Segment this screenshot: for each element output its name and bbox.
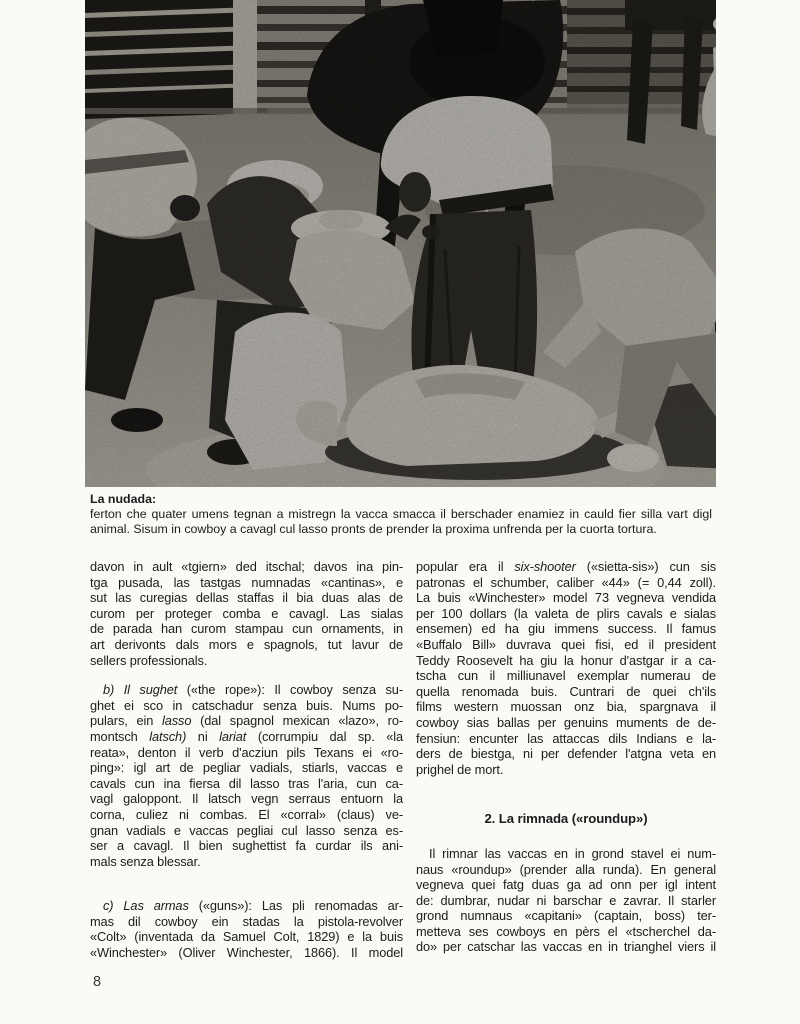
section-heading: 2. La rimnada («roundup») (484, 811, 648, 827)
text-line: ghet ei sco in catschadur senza buis. Nums po- (90, 697, 403, 713)
text-line: tga pusada, las tastgas numnadas «cantinas», e (90, 574, 403, 590)
text-line: «Colt» (inventada da Samuel Colt, 1829) e la buis (90, 929, 403, 945)
paragraph (416, 846, 716, 955)
text-line: fensiun: encunter las attaccas dils Indians e la- (416, 730, 716, 746)
branding-photo (85, 0, 716, 487)
text-line: Teddy Roosevelt ha giu la honur d'astgar ir a ca- (416, 652, 716, 668)
text-line: prighel de mort. (416, 761, 504, 777)
text-line: «Buffalo Bill» duvrava quei fisi, ed il president (416, 636, 716, 652)
body-text (90, 559, 716, 961)
text-line: ensemen) ed ha giu immens success. Il famus (416, 621, 716, 637)
text-line: metteva ses cowboys en pèrs el «tscherchel da- (416, 923, 716, 939)
text-line: patronas el schumber, caliber «44» (= 0,44 zoll). (416, 574, 716, 590)
text-line: ferton che quater umens tegnan a mistregn la vacca smacca il berschader enamiez in cauld fier silla vart digl (90, 507, 712, 521)
text-line: naus «roundup» (prender alla runda). En general (416, 861, 716, 877)
text-line: ders de biestga, ni per defender l'atgna veta en (416, 746, 716, 762)
text-line: cowboy sias ballas per genuins muments de de- (416, 714, 716, 730)
photo-caption (90, 492, 712, 537)
text-line: tscha cun il milliunavel exemplar numerau de (416, 668, 716, 684)
text-line: Il rimnar las vaccas en in grond stavel ei num- (429, 845, 716, 861)
text-line: vagl galoppont. Il latsch vegn serraus entuorn la (90, 791, 403, 807)
text-line: vegneva quei fatg duas ga ad onn per igl intent (416, 877, 716, 893)
text-line: mals senza blessar. (90, 853, 201, 869)
text-line: art derivonts dals mors e spagnols, tut lavur de (90, 636, 403, 652)
text-line: gnan vadials e vaccas pegliai cul lasso senza es- (90, 822, 403, 838)
text-line: de: dumbrar, nudar ni barschar e zavrar. Il starler (416, 892, 716, 908)
text-line: animal. Sisum in cowboy a cavagl cul lasso pronts de prender la proxima unfrenda per la cuorta tortura. (90, 522, 657, 536)
text-line: grond numnaus «capitani» (captain, boss) ter- (416, 908, 716, 924)
branding-photo-illustration (85, 0, 716, 487)
text-line: cavals cun ina fiersa dil lasso tras l'aria, cun ca- (90, 775, 403, 791)
text-line: b) Il sughet («the rope»): Il cowboy senza su- (103, 682, 403, 698)
paragraph (90, 559, 403, 668)
text-line: ping»: igl art de pegliar vadials, stiarls, vaccas e (90, 760, 403, 776)
text-line: de parada han curom stampau cun ornaments, in (90, 621, 403, 637)
text-line: reata», denton il verb d'acziun pils Texans ei «ro- (90, 744, 403, 760)
text-line: La buis «Winchester» model 73 vegneva vendida (416, 590, 716, 606)
caption-text (90, 507, 712, 537)
text-line: davon in ault «tgiern» ded itschal; davos ina pin- (90, 559, 403, 574)
paragraph (90, 682, 403, 869)
text-line: sellers professionals. (90, 652, 208, 668)
text-line: pulars, ein lasso (dal spagnol mexican «lazo», ro- (90, 713, 403, 729)
text-line: curom per proteger comba e cavagl. Las sialas (90, 605, 403, 621)
caption-title: La nudada: (90, 492, 157, 506)
text-line: sut las curegias dellas staffas il bia duas alas de (90, 590, 403, 606)
text-line: c) Las armas («guns»): Las pli renomadas ar- (103, 898, 403, 914)
paragraph (416, 559, 716, 777)
text-line: montsch latsch) ni lariat (corrumpiu dal sp. «la (90, 728, 403, 744)
text-line: mas dil cowboy ein stadas la pistola-revolver (90, 913, 403, 929)
text-column-right (416, 559, 716, 961)
text-line: «Winchester» (Oliver Winchester, 1866). Il model (90, 945, 403, 961)
page-number: 8 (93, 974, 102, 990)
text-line: popular era il six-shooter («sietta-sis») cun sis (416, 559, 716, 574)
text-line: films western muossan onz bia, spargnava il (416, 699, 716, 715)
text-line: per 100 dollars (la valeta de plirs cavals e sialas (416, 605, 716, 621)
text-line: corna, culiez ni combas. El «corral» (claus) ve- (90, 806, 403, 822)
text-line: quella renomada buis. Cuntrari de quei ch'ils (416, 683, 716, 699)
text-line: ser a cavagl. Il bien sughettist fa curdar ils ani- (90, 838, 403, 854)
paragraph (90, 898, 403, 960)
text-line: do» per catschar las vaccas en in trianghel viers il (416, 939, 716, 955)
text-column-left (90, 559, 403, 961)
